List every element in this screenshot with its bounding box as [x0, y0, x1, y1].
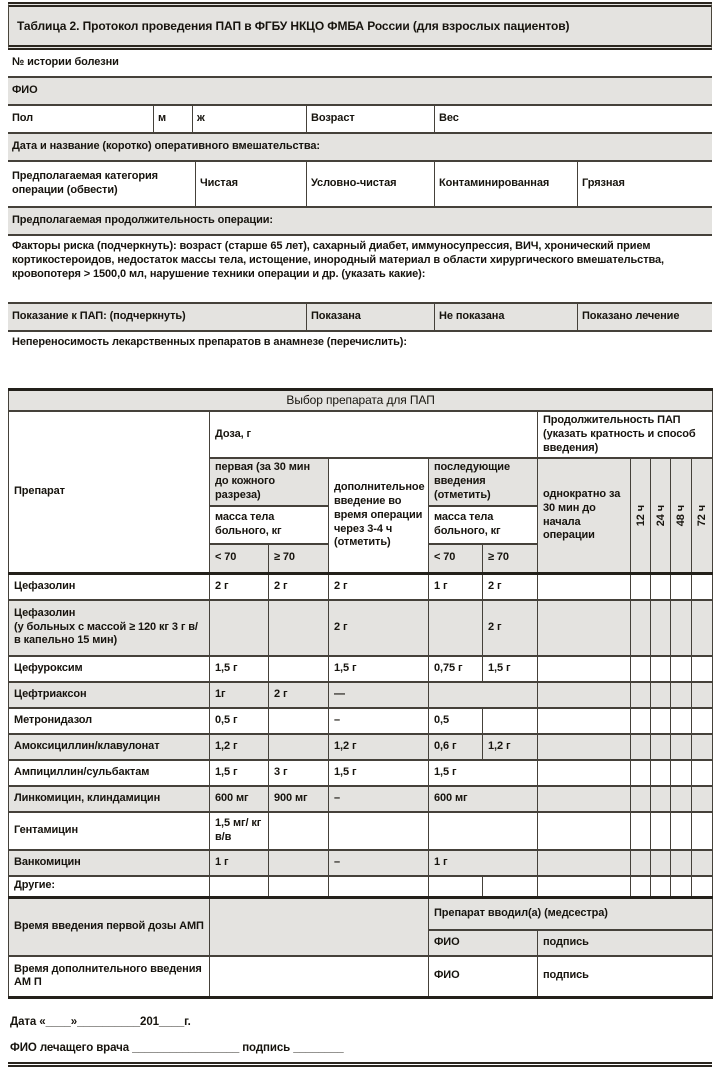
h12-cell	[631, 656, 651, 682]
bottom-rule	[8, 1062, 712, 1067]
col-header-duration: Продолжительность ПАП (указать кратность и способ введения)	[538, 411, 713, 458]
dose-next-ge70-cell: 2 г	[483, 600, 538, 656]
h12-cell	[631, 734, 651, 760]
dose-next-lt70-cell: 1 г	[429, 574, 483, 600]
drug-table-title: Выбор препарата для ПАП	[9, 390, 713, 412]
drug-row-amoxicillin-clavulanate	[9, 734, 713, 760]
drug-name: Цефазолин	[14, 606, 76, 619]
dose-additional-cell: 2 г	[329, 574, 429, 600]
drug-row-metronidazole	[9, 708, 713, 734]
drug-name-cell: Цефазолин	[9, 574, 210, 600]
drug-name-cell: Другие:	[9, 876, 210, 898]
dose-first-ge70-cell	[269, 734, 329, 760]
h12-cell	[631, 876, 651, 898]
nurse-sign-label: подпись	[538, 930, 713, 956]
dose-first-ge70-cell	[269, 876, 329, 898]
h24-cell	[651, 574, 671, 600]
sex-female-cell: ж	[192, 106, 306, 132]
dose-first-lt70-cell: 1,2 г	[210, 734, 269, 760]
h48-cell	[671, 812, 692, 850]
drug-table-band	[9, 390, 713, 412]
h72-cell	[692, 734, 713, 760]
category-label: Предполагаемая категория операции (обвести)	[12, 170, 158, 196]
dose-first-ge70-cell	[269, 850, 329, 876]
dose-first-ge70-cell	[269, 600, 329, 656]
dose-next-ge70-cell	[483, 876, 538, 898]
h48-cell	[671, 708, 692, 734]
h48-cell	[671, 876, 692, 898]
nurse-fio-label-2: ФИО	[429, 956, 538, 998]
dose-first-ge70-cell	[269, 812, 329, 850]
drug-name-cell: Цефтриаксон	[9, 682, 210, 708]
header-row-1	[9, 411, 713, 458]
h48-cell	[671, 574, 692, 600]
h72-cell	[692, 708, 713, 734]
h72-cell	[692, 600, 713, 656]
dose-first-lt70-cell	[210, 600, 269, 656]
dose-first-ge70-cell	[269, 708, 329, 734]
once-cell	[538, 760, 631, 786]
dose-next-lt70-cell	[429, 876, 483, 898]
dose-additional-cell: –	[329, 850, 429, 876]
once-cell	[538, 812, 631, 850]
h24-cell	[651, 760, 671, 786]
once-cell	[538, 600, 631, 656]
col-header-once: однократно за 30 мин до начала операции	[538, 458, 631, 573]
drug-row-ceftriaxone	[9, 682, 713, 708]
row-fio	[8, 78, 712, 106]
h12-cell	[631, 708, 651, 734]
dose-next-ge70-cell: 1,5 г	[483, 656, 538, 682]
drug-row-cefuroxime	[9, 656, 713, 682]
h48-cell	[671, 734, 692, 760]
dose-additional-cell: –	[329, 708, 429, 734]
footer-row-first-dose-time	[9, 898, 713, 930]
h24-cell	[651, 682, 671, 708]
drug-row-gentamicin	[9, 812, 713, 850]
drug-name-cell	[9, 600, 210, 656]
once-cell	[538, 708, 631, 734]
dose-next-lt70-cell	[429, 600, 483, 656]
row-indication	[8, 304, 712, 332]
drug-row-ampicillin-sulbactam	[9, 760, 713, 786]
col-header-dose: Доза, г	[210, 411, 538, 458]
risk-factors-text: Факторы риска (подчеркнуть): возраст (старше 65 лет), сахарный диабет, иммуносупрессия, ВИЧ, хронический прием кортикостероидов, недостаток массы тела, истощение, инородный материал в области хирургического вмешательства, кровопотеря > 1500,0 мл, нарушение техники операции и др. (указать какие):	[12, 240, 664, 280]
dose-first-lt70-cell: 1 г	[210, 850, 269, 876]
row-operation-category	[8, 162, 712, 208]
dose-additional-cell: 1,2 г	[329, 734, 429, 760]
col-header-mass-first: масса тела больного, кг	[210, 506, 329, 544]
drug-row-cefazolin	[9, 574, 713, 600]
h24-cell	[651, 734, 671, 760]
category-option-contaminated: Контаминированная	[434, 162, 577, 206]
row-sex-age-weight	[8, 106, 712, 134]
dose-next-ge70-cell: 2 г	[483, 574, 538, 600]
dose-first-lt70-cell	[210, 876, 269, 898]
dose-next-merged-cell: 600 мг	[429, 786, 538, 812]
dose-first-ge70-cell	[269, 656, 329, 682]
dose-first-lt70-cell: 1,5 г	[210, 760, 269, 786]
dose-additional-cell: —	[329, 682, 429, 708]
row-operation-duration	[8, 208, 712, 236]
h12-cell	[631, 682, 651, 708]
dose-next-lt70-cell: 0,75 г	[429, 656, 483, 682]
section-gap	[8, 376, 712, 388]
dose-additional-cell: –	[329, 786, 429, 812]
drug-row-cefazolin-120kg	[9, 600, 713, 656]
label-24h: 24 ч	[655, 504, 667, 527]
once-cell	[538, 786, 631, 812]
h12-cell	[631, 760, 651, 786]
h48-cell	[671, 786, 692, 812]
h24-cell	[651, 876, 671, 898]
dose-next-lt70-cell: 0,6 г	[429, 734, 483, 760]
label-48h: 48 ч	[675, 504, 687, 527]
once-cell	[538, 850, 631, 876]
h72-cell	[692, 850, 713, 876]
indication-label: Показание к ПАП: (подчеркнуть)	[12, 310, 186, 323]
dose-next-lt70-cell: 0,5	[429, 708, 483, 734]
h24-cell	[651, 850, 671, 876]
col-header-additional: дополнительное введение во время операции через 3-4 ч (отметить)	[329, 458, 429, 573]
col-header-first-ge70: ≥ 70	[269, 544, 329, 574]
once-cell	[538, 876, 631, 898]
h48-cell	[671, 656, 692, 682]
h24-cell	[651, 786, 671, 812]
h24-cell	[651, 656, 671, 682]
drug-name-cell: Метронидазол	[9, 708, 210, 734]
h72-cell	[692, 812, 713, 850]
dose-first-ge70-cell: 2 г	[269, 574, 329, 600]
once-cell	[538, 574, 631, 600]
h24-cell	[651, 812, 671, 850]
drug-name-cell: Ванкомицин	[9, 850, 210, 876]
col-header-mass-next: масса тела больного, кг	[429, 506, 538, 544]
drug-selection-table	[8, 388, 713, 999]
dose-next-merged-cell: 1 г	[429, 850, 538, 876]
h48-cell	[671, 600, 692, 656]
page-title: Таблица 2. Протокол проведения ПАП в ФГБУ НКЦО ФМБА России (для взрослых пациентов)	[8, 2, 712, 50]
h12-cell	[631, 812, 651, 850]
dose-additional-cell	[329, 876, 429, 898]
col-header-first-lt70: < 70	[210, 544, 269, 574]
h12-cell	[631, 786, 651, 812]
doctor-signature-line: ФИО лечащего врача _________________ подпись ________	[10, 1042, 344, 1055]
dose-next-ge70-cell: 1,2 г	[483, 734, 538, 760]
h24-cell	[651, 708, 671, 734]
dose-additional-cell	[329, 812, 429, 850]
once-cell	[538, 656, 631, 682]
h48-cell	[671, 682, 692, 708]
once-cell	[538, 734, 631, 760]
first-dose-time-value-cell	[210, 898, 429, 956]
category-option-clean: Чистая	[195, 162, 306, 206]
col-header-first-dose: первая (за 30 мин до кожного разреза)	[210, 458, 329, 505]
drug-note: (у больных с массой ≥ 120 кг 3 г в/в капельно 15 мин)	[14, 620, 198, 647]
h48-cell	[671, 760, 692, 786]
col-header-next-doses: последующие введения (отметить)	[429, 458, 538, 505]
label-12h: 12 ч	[635, 504, 647, 527]
h24-cell	[651, 600, 671, 656]
h12-cell	[631, 850, 651, 876]
drug-name-cell: Гентамицин	[9, 812, 210, 850]
age-label: Возраст	[306, 106, 434, 132]
h72-cell	[692, 574, 713, 600]
col-header-24h	[651, 458, 671, 573]
additional-time-value-cell	[210, 956, 429, 998]
operation-date-name-label: Дата и название (коротко) оперативного вмешательства:	[12, 140, 320, 153]
nurse-label: Препарат вводил(а) (медсестра)	[429, 898, 713, 930]
dose-first-lt70-cell: 2 г	[210, 574, 269, 600]
h72-cell	[692, 682, 713, 708]
col-header-next-lt70: < 70	[429, 544, 483, 574]
drug-row-lincomycin-clindamycin	[9, 786, 713, 812]
h12-cell	[631, 574, 651, 600]
drug-row-vancomycin	[9, 850, 713, 876]
date-line: Дата «____»__________201____г.	[10, 1016, 191, 1028]
h72-cell	[692, 760, 713, 786]
drug-name-cell: Амоксициллин/клавулонат	[9, 734, 210, 760]
dose-next-merged-cell: 1,5 г	[429, 760, 538, 786]
first-dose-time-label: Время введения первой дозы АМП	[9, 898, 210, 956]
once-cell	[538, 682, 631, 708]
row-history-number	[8, 50, 712, 78]
category-option-cond-clean: Условно-чистая	[306, 162, 434, 206]
drug-name-cell: Цефуроксим	[9, 656, 210, 682]
nurse-fio-label: ФИО	[429, 930, 538, 956]
h72-cell	[692, 876, 713, 898]
dose-next-merged-cell	[429, 812, 538, 850]
col-header-48h	[671, 458, 692, 573]
indication-option-indicated: Показана	[306, 304, 434, 330]
operation-duration-label: Предполагаемая продолжительность операции:	[12, 214, 273, 227]
weight-label: Вес	[434, 106, 712, 132]
dose-first-lt70-cell: 0,5 г	[210, 708, 269, 734]
dose-first-lt70-cell: 1,5 мг/ кг в/в	[210, 812, 269, 850]
indication-option-not-indicated: Не показана	[434, 304, 577, 330]
label-72h: 72 ч	[696, 504, 708, 527]
dose-first-ge70-cell: 900 мг	[269, 786, 329, 812]
drug-row-other	[9, 876, 713, 898]
dose-additional-cell: 1,5 г	[329, 656, 429, 682]
h72-cell	[692, 786, 713, 812]
dose-additional-cell: 2 г	[329, 600, 429, 656]
h72-cell	[692, 656, 713, 682]
intolerance-label: Непереносимость лекарственных препаратов в анамнезе (перечислить):	[12, 336, 407, 348]
col-header-next-ge70: ≥ 70	[483, 544, 538, 574]
col-header-72h	[692, 458, 713, 573]
drug-name-cell: Линкомицин, клиндамицин	[9, 786, 210, 812]
history-number-label: № истории болезни	[12, 56, 119, 69]
dose-first-lt70-cell: 1г	[210, 682, 269, 708]
fio-label: ФИО	[12, 84, 38, 97]
dose-first-ge70-cell: 2 г	[269, 682, 329, 708]
col-header-12h	[631, 458, 651, 573]
dose-first-lt70-cell: 1,5 г	[210, 656, 269, 682]
drug-name-cell: Ампициллин/сульбактам	[9, 760, 210, 786]
dose-first-ge70-cell: 3 г	[269, 760, 329, 786]
sex-label: Пол	[12, 112, 34, 125]
col-header-drug: Препарат	[9, 411, 210, 574]
footer-row-additional-time	[9, 956, 713, 998]
h12-cell	[631, 600, 651, 656]
dose-first-lt70-cell: 600 мг	[210, 786, 269, 812]
row-operation-date-name	[8, 134, 712, 162]
dose-additional-cell: 1,5 г	[329, 760, 429, 786]
indication-option-treatment: Показано лечение	[577, 304, 712, 330]
sex-male-cell: м	[153, 106, 192, 132]
category-option-dirty: Грязная	[577, 162, 712, 206]
dose-next-merged-cell	[429, 682, 538, 708]
h48-cell	[671, 850, 692, 876]
additional-time-label: Время дополнительного введения АМ П	[9, 956, 210, 998]
row-intolerance	[8, 332, 712, 376]
row-risk-factors	[8, 236, 712, 304]
dose-next-ge70-cell	[483, 708, 538, 734]
nurse-sign-label-2: подпись	[538, 956, 713, 998]
